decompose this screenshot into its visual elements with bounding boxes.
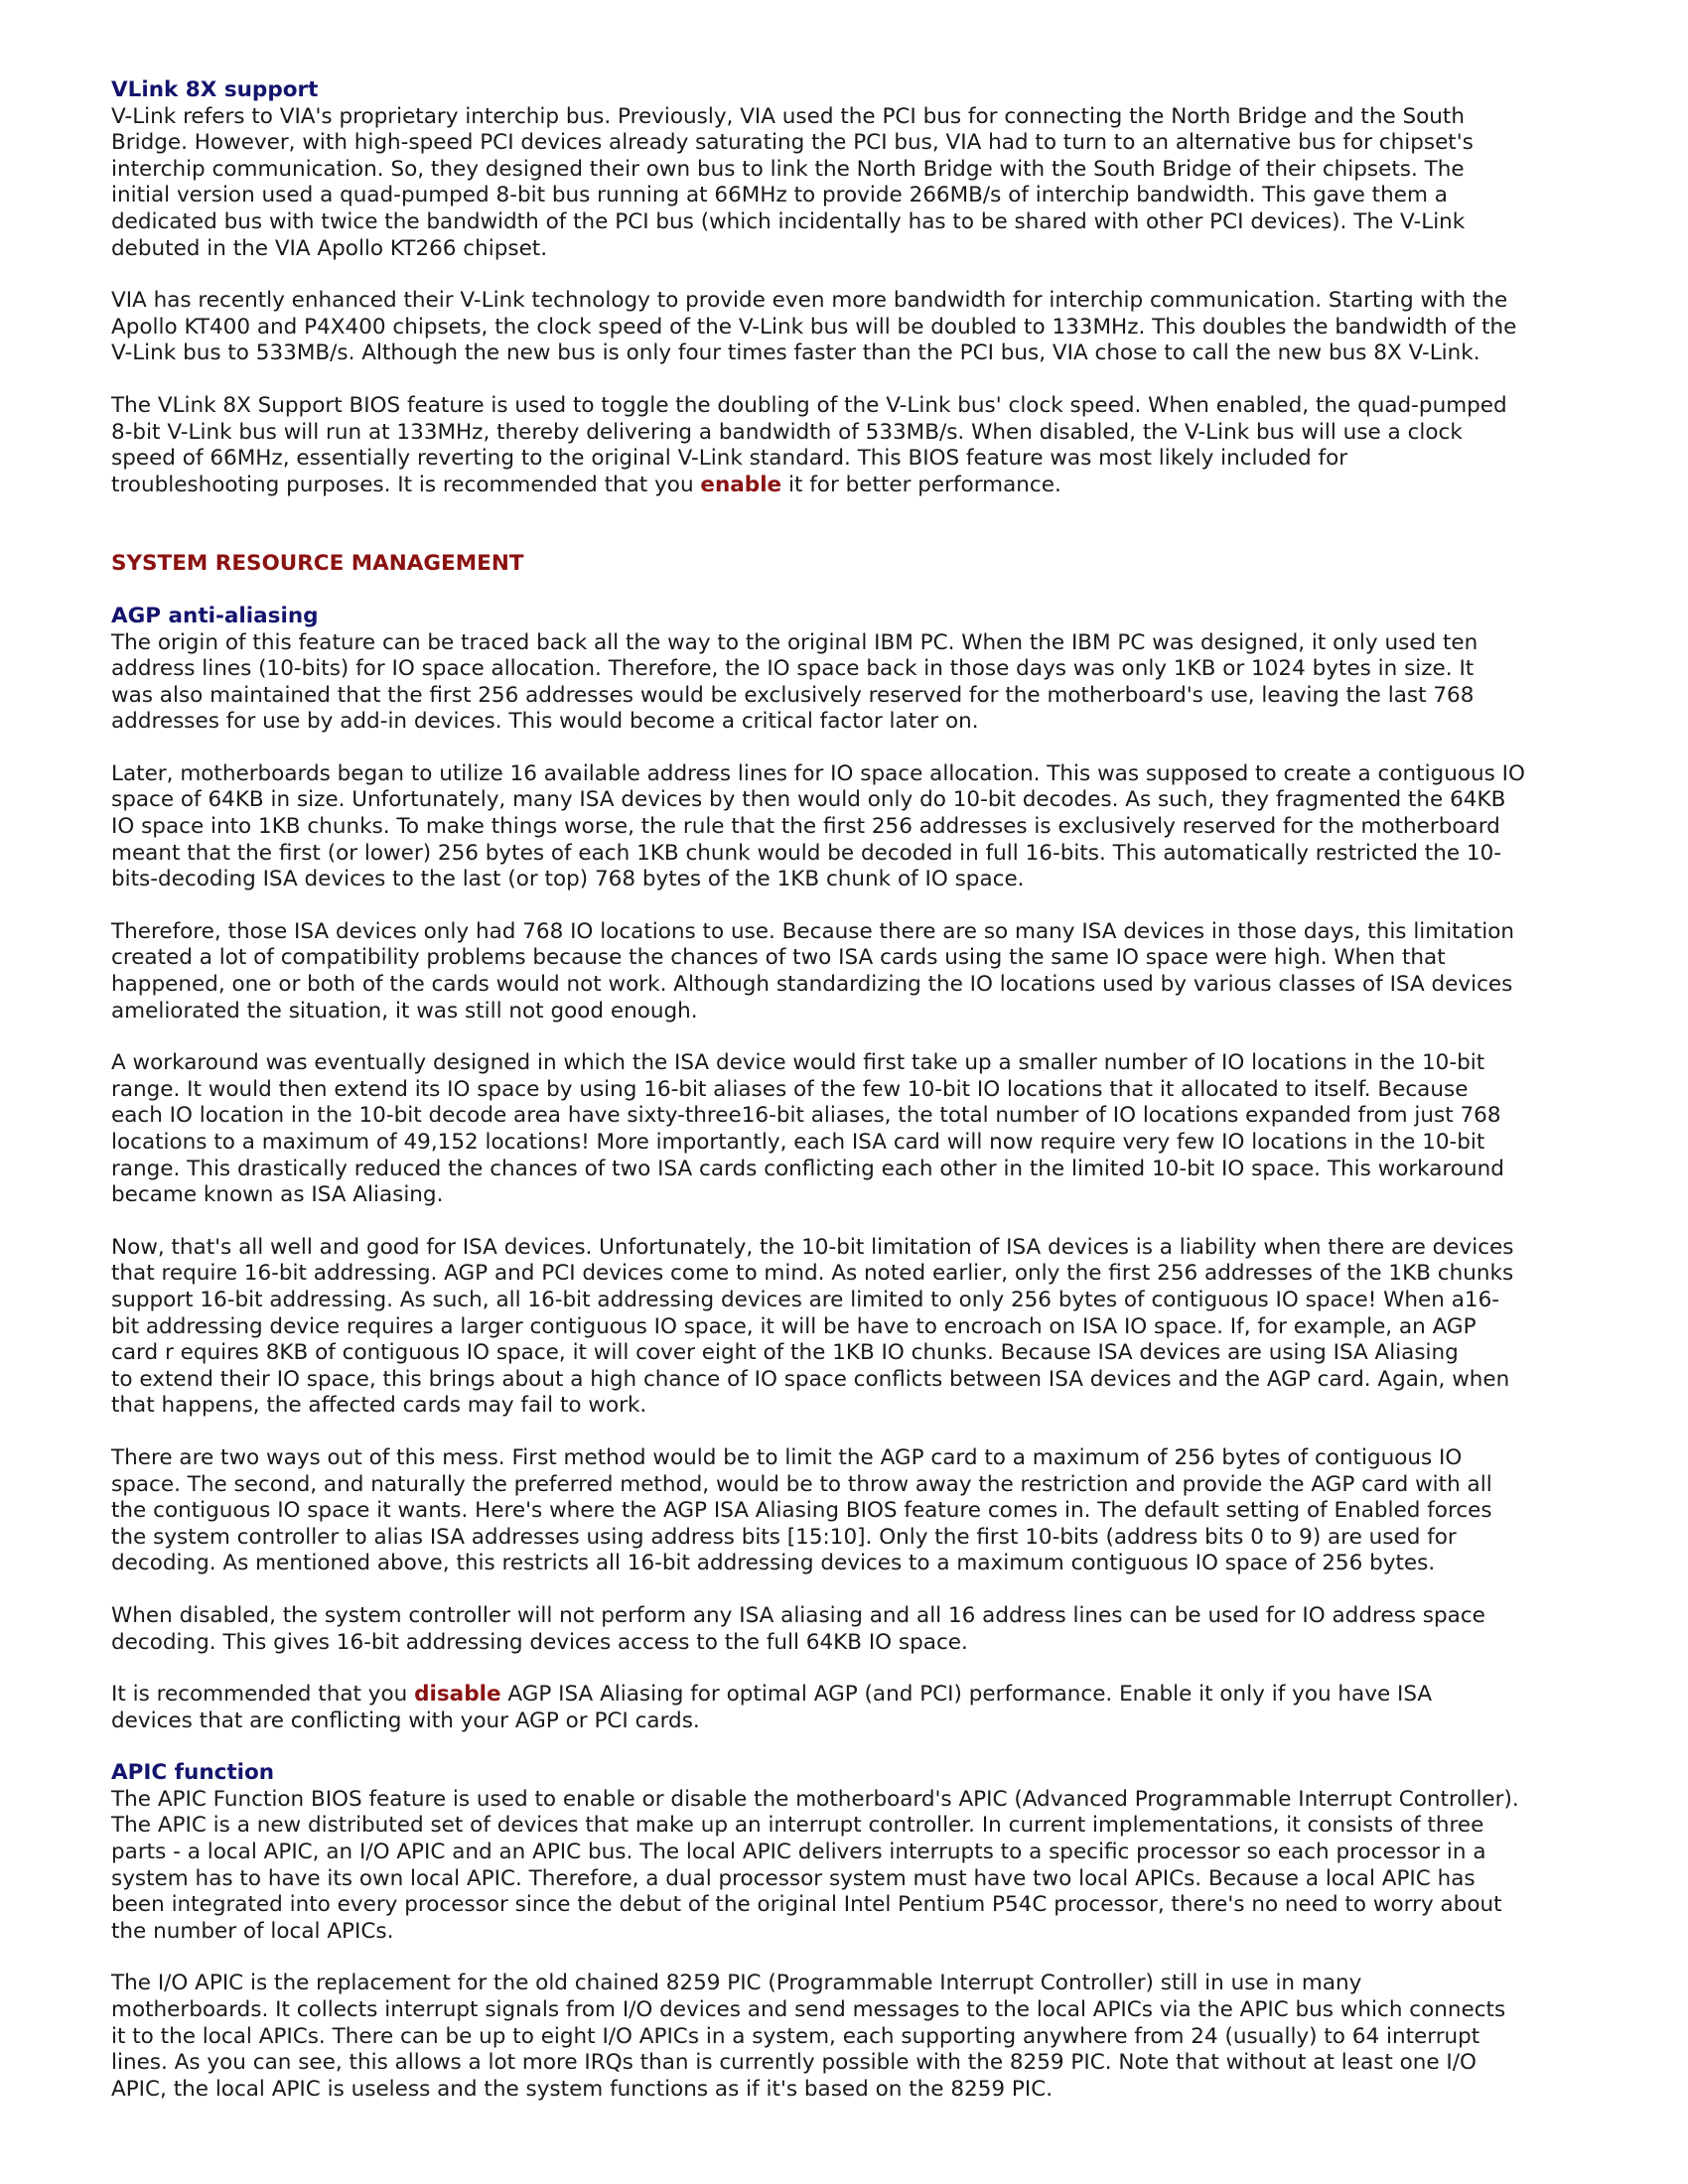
- agp-paragraph-2: Later, motherboards began to utilize 16 available address lines for IO space allocation. This was supposed to create a contiguous IO space of 64KB in size. Unfortunately, many ISA devices by then would only do 10-bit decodes. As such, they fragmented the 64KB IO space into 1KB chunks. To make things worse, the rule that the first 256 addresses is exclusively reserved for the motherboard meant that the first (or lower) 256 bytes of each 1KB chunk would be decoded in full 16-bits. This automatically restricted the 10- bits-decoding ISA devices to the last (or top) 768 bytes of the 1KB chunk of IO space.: [111, 760, 1525, 892]
- vlink-p3-text: The VLink 8X Support BIOS feature is used to toggle the doubling of the V-Link bus' clock speed. When enabled, the quad-pumped 8-bit V-Link bus will run at 133MHz, thereby delivering a bandwidth of 533MB/s. When disabled, the V-Link bus will use a clock speed of 66MHz, essentially reverting to the original V-Link standard. This BIOS feature was most likely included for troubleshooting purposes. It is recommended that you: [111, 392, 1507, 497]
- vlink-p3-tail: it for better performance.: [781, 472, 1061, 497]
- vlink-paragraph-1: V-Link refers to VIA's proprietary interchip bus. Previously, VIA used the PCI bus for connecting the North Bridge and the South Bridge. However, with high-speed PCI devices already saturating the PCI bus, VIA had to turn to an alternative bus for chipset's interchip communication. So, they designed their own bus to link the North Bridge with the South Bridge of their chipsets. The initial version used a quad-pumped 8-bit bus running at 66MHz to provide 266MB/s of interchip bandwidth. This gave them a dedicated bus with twice the bandwidth of the PCI bus (which incidentally has to be shared with other PCI devices). The V-Link debuted in the VIA Apollo KT266 chipset.: [111, 103, 1474, 261]
- agp-heading: AGP anti-aliasing: [111, 603, 319, 628]
- agp-paragraph-4: A workaround was eventually designed in which the ISA device would first take up a smaller number of IO locations in the 10-bit range. It would then extend its IO space by using 16-bit aliases of the few 10-bit IO locations that it allocated to itself. Because each IO location in the 10-bit decode area have sixty-three16-bit aliases, the total number of IO locations expanded from just 768 locations to a maximum of 49,152 locations! More importantly, each ISA card will now require very few IO locations in the 10-bit range. This drastically reduced the chances of two ISA cards conflicting each other in the limited 10-bit IO space. This workaround became known as ISA Aliasing.: [111, 1050, 1504, 1208]
- vlink-paragraph-2: VIA has recently enhanced their V-Link technology to provide even more bandwidth for interchip communication. Starting with the Apollo KT400 and P4X400 chipsets, the clock speed of the V-Link bus will be doubled to 133MHz. This doubles the bandwidth of the V-Link bus to 533MB/s. Although the new bus is only four times faster than the PCI bus, VIA chose to call the new bus 8X V-Link.: [111, 288, 1517, 366]
- agp-paragraph-5: Now, that's all well and good for ISA devices. Unfortunately, the 10-bit limitation of ISA devices is a liability when there are devices that require 16-bit addressing. AGP and PCI devices come to mind. As noted earlier, only the first 256 addresses of the 1KB chunks support 16-bit addressing. As such, all 16-bit addressing devices are limited to only 256 bytes of contiguous IO space! When a16- bit addressing device requires a larger contiguous IO space, it will be have to encroach on ISA IO space. If, for example, an AGP card r equires 8KB of contiguous IO space, it will cover eight of the 1KB IO chunks. Because ISA devices are using ISA Aliasing to extend their IO space, this brings about a high chance of IO space conflicts between ISA devices and the AGP card. Again, when that happens, the affected cards may fail to work.: [111, 1234, 1514, 1419]
- apic-paragraph-1: The APIC Function BIOS feature is used to enable or disable the motherboard's APIC (Advanced Programmable Interrupt Controller). The APIC is a new distributed set of devices that make up an interrupt controller. In current implementations, it consists of three parts - a local APIC, an I/O APIC and an APIC bus. The local APIC delivers interrupts to a specific processor so each processor in a system has to have its own local APIC. Therefore, a dual processor system must have two local APICs. Because a local APIC has been integrated into every processor since the debut of the original Intel Pentium P54C processor, there's no need to worry about the number of local APICs.: [111, 1786, 1519, 1944]
- agp-p8-tail: AGP ISA Aliasing for optimal AGP (and PCI) performance. Enable it only if you have ISA devices that are conflicting with your AGP or PCI cards.: [111, 1682, 1433, 1733]
- vlink-paragraph-3: [111, 393, 1628, 498]
- agp-paragraph-1: The origin of this feature can be traced back all the way to the original IBM PC. When the IBM PC was designed, it only used ten address lines (10-bits) for IO space allocation. Therefore, the IO space back in those days was only 1KB or 1024 bytes in size. It was also maintained that the first 256 addresses would be exclusively reserved for the motherboard's use, leaving the last 768 addresses for use by add-in devices. This would become a critical factor later on.: [111, 629, 1478, 735]
- vlink-recommendation: enable: [700, 472, 782, 497]
- vlink-heading: VLink 8X support: [111, 77, 319, 102]
- section-title: SYSTEM RESOURCE MANAGEMENT: [111, 551, 524, 577]
- apic-heading: APIC function: [111, 1760, 275, 1786]
- agp-paragraph-6: There are two ways out of this mess. First method would be to limit the AGP card to a maximum of 256 bytes of contiguous IO space. The second, and naturally the preferred method, would be to throw away the restriction and provide the AGP card with all the contiguous IO space it wants. Here's where the AGP ISA Aliasing BIOS feature comes in. The default setting of Enabled forces the system controller to alias ISA addresses using address bits [15:10]. Only the first 10-bits (address bits 0 to 9) are used for decoding. As mentioned above, this restricts all 16-bit addressing devices to a maximum contiguous IO space of 256 bytes.: [111, 1444, 1492, 1576]
- agp-recommendation: disable: [414, 1682, 501, 1707]
- apic-paragraph-2: The I/O APIC is the replacement for the old chained 8259 PIC (Programmable Interrupt Controller) still in use in many motherboards. It collects interrupt signals from I/O devices and send messages to the local APICs via the APIC bus which connects it to the local APICs. There can be up to eight I/O APICs in a system, each supporting anywhere from 24 (usually) to 64 interrupt lines. As you can see, this allows a lot more IRQs than is currently possible with the 8259 PIC. Note that without at least one I/O APIC, the local APIC is useless and the system functions as if it's based on the 8259 PIC.: [111, 1971, 1506, 2102]
- agp-paragraph-7: When disabled, the system controller will not perform any ISA aliasing and all 16 address lines can be used for IO address space decoding. This gives 16-bit addressing devices access to the full 64KB IO space.: [111, 1602, 1485, 1655]
- agp-paragraph-8: [111, 1682, 1628, 1734]
- agp-paragraph-3: Therefore, those ISA devices only had 768 IO locations to use. Because there are so many ISA devices in those days, this limitation created a lot of compatibility problems because the chances of two ISA cards using the same IO space were high. When that happened, one or both of the cards would not work. Although standardizing the IO locations used by various classes of ISA devices ameliorated the situation, it was still not good enough.: [111, 918, 1514, 1024]
- agp-p8-text: It is recommended that you: [111, 1682, 415, 1707]
